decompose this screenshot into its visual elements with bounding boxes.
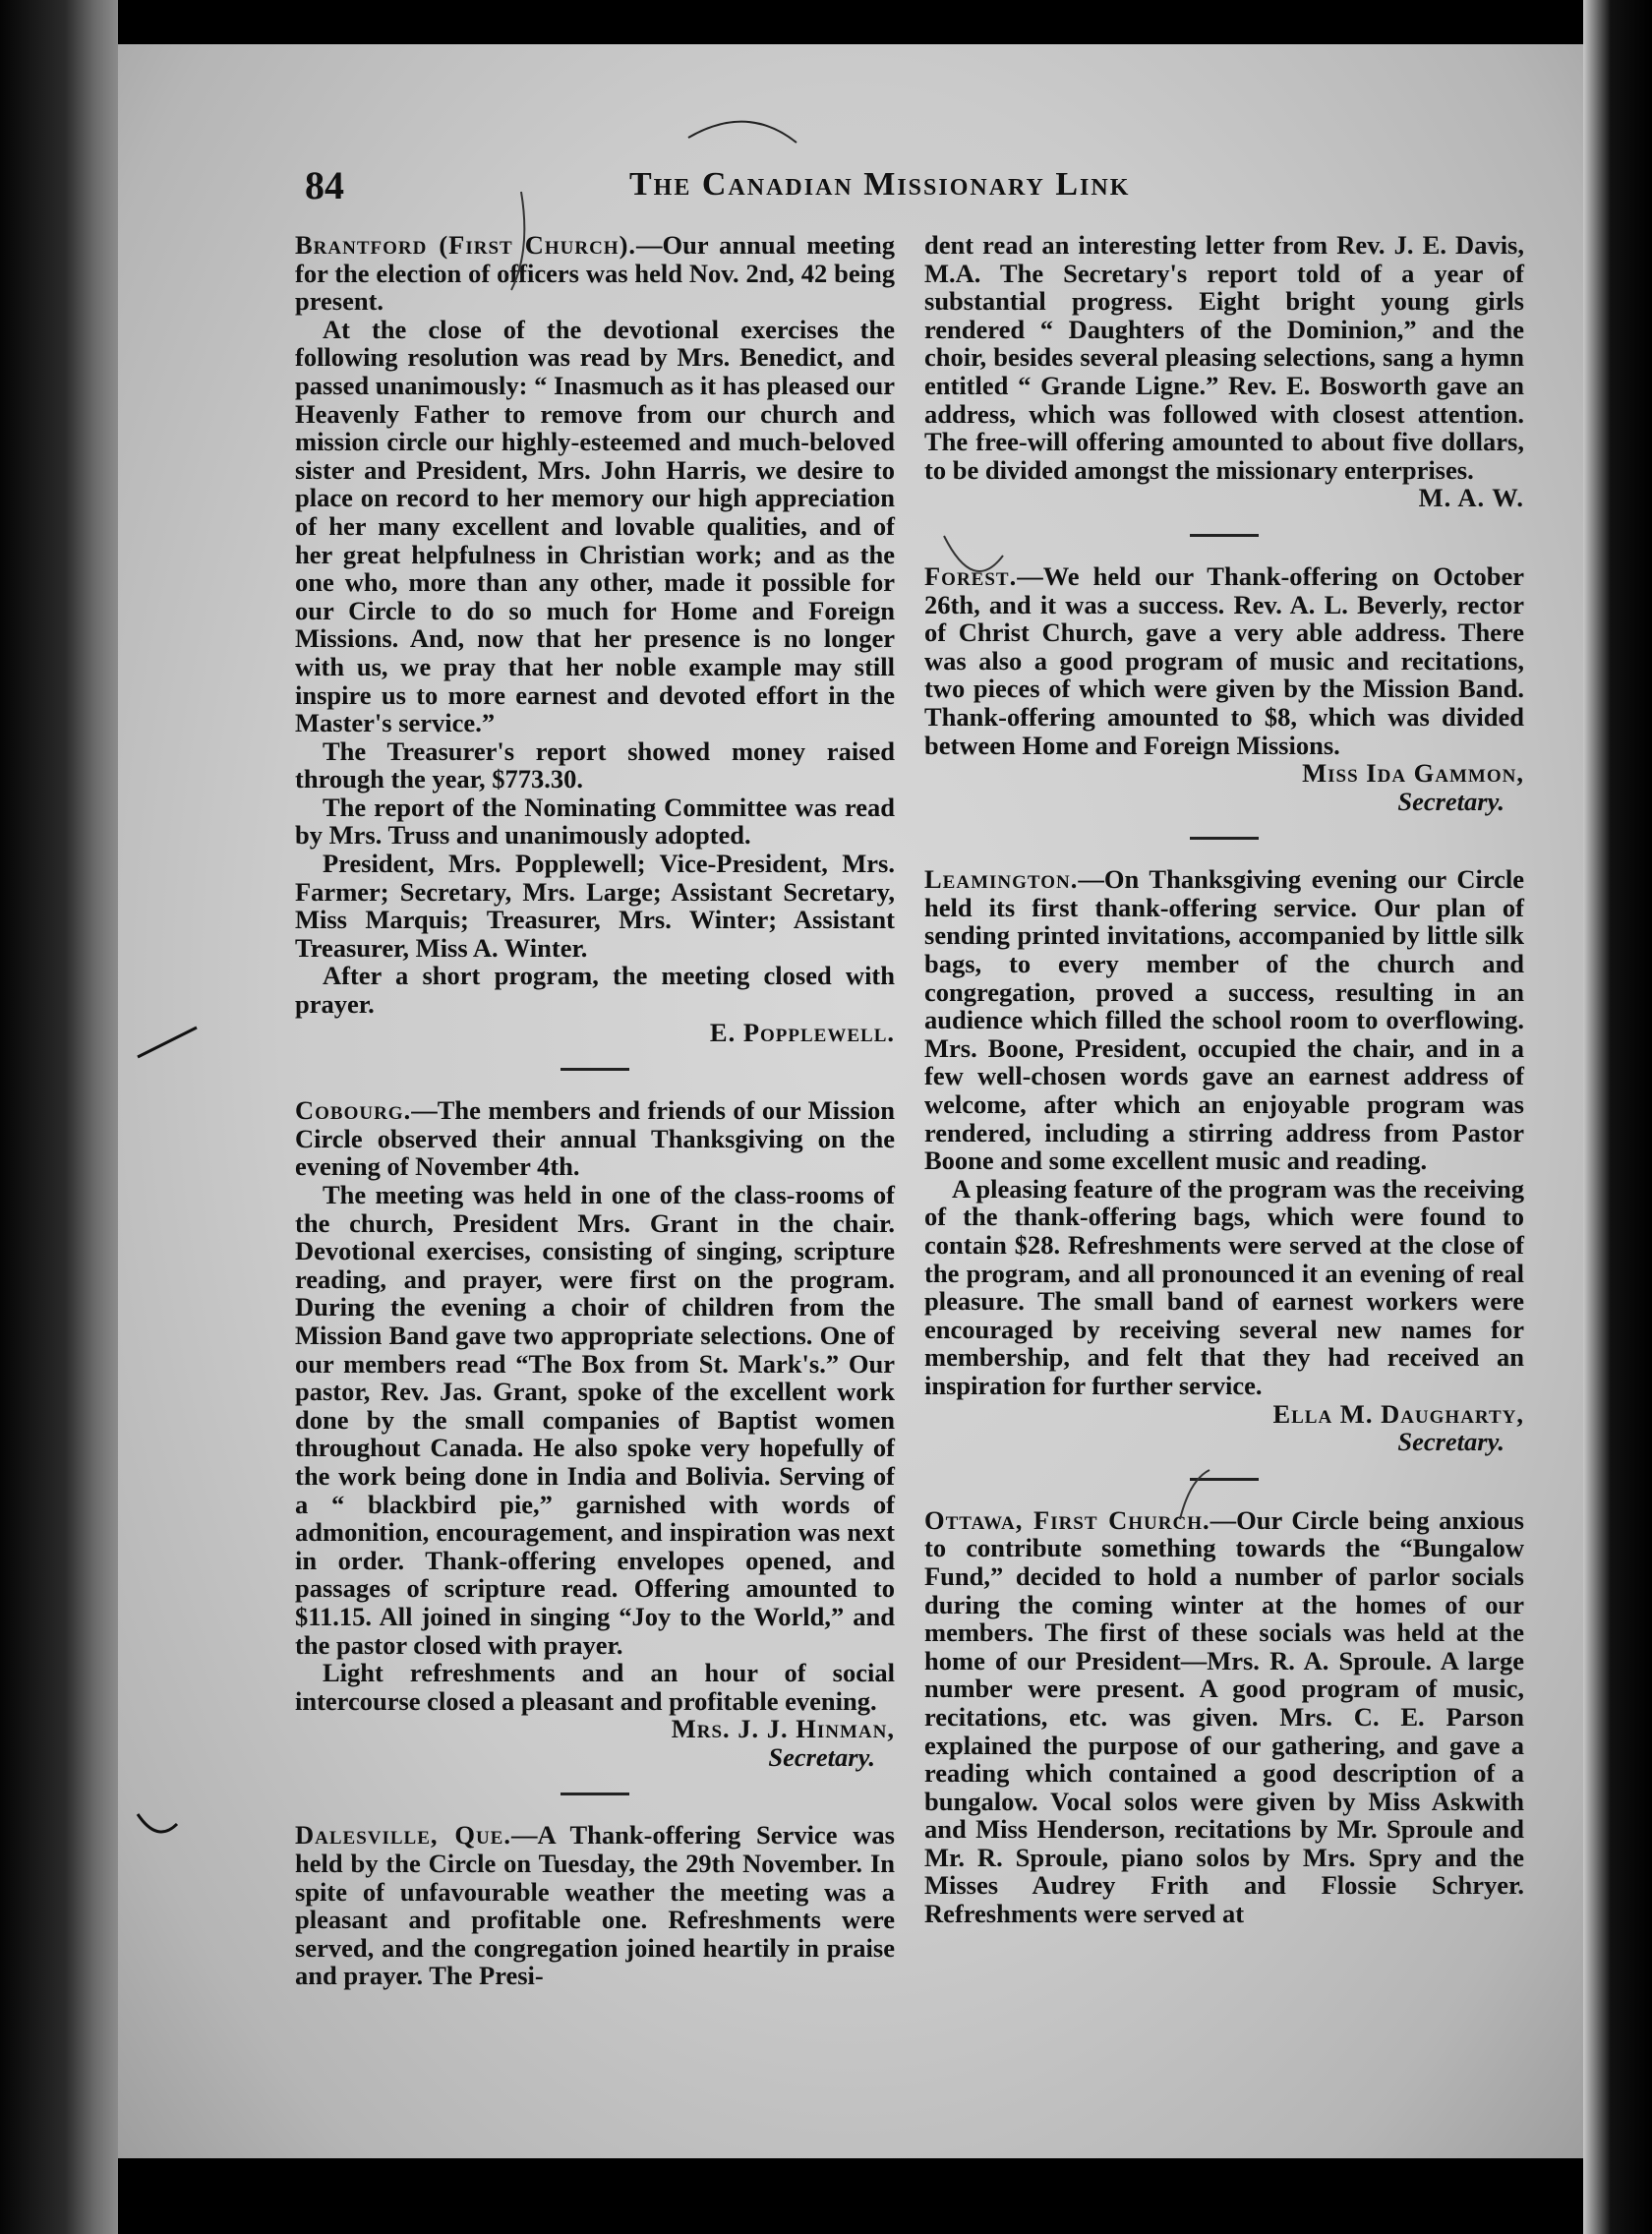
film-right-edge [1583, 0, 1652, 2234]
paragraph: President, Mrs. Popplewell; Vice-President, Mrs. Farmer; Secretary, Mrs. Large; Assistant Secretary, Miss Marquis; Treasurer, Mrs. Winter; Assistant Treasurer, Miss A. Winter. [295, 849, 895, 963]
signature: Miss Ida Gammon, [1302, 758, 1524, 789]
paragraph [295, 1821, 895, 1990]
article-dalesville [295, 1821, 895, 1990]
left-column [295, 231, 895, 1990]
signature-title: Secretary. [1397, 1427, 1504, 1457]
article-brantford [295, 231, 895, 1046]
section-divider [560, 1793, 629, 1795]
article-lead: Dalesville, Que. [295, 1820, 511, 1851]
paragraph: After a short program, the meeting closed with prayer. [295, 961, 895, 1020]
scanned-page [118, 44, 1583, 2158]
article-lead: Cobourg. [295, 1095, 412, 1126]
signature: Mrs. J. J. Hinman, [671, 1714, 895, 1744]
paragraph-text: —A Thank-offering Service was held by the Circle on Tuesday, the 29th November. In spite of unfavourable weather the meeting was a pleasant and profitable one. Refreshments were served, and the congregation joined heartily in praise and prayer. The Presi- [295, 1820, 895, 1991]
paragraph-text: —We held our Thank-offering on October 26th, and it was a success. Rev. A. L. Beverly, rector of Christ Church, gave a very able address. There was also a good program of music and recitations, two pieces of which were given by the Mission Band. Thank-offering amounted to $8, which was divided between Home and Foreign Missions. [924, 560, 1524, 760]
paragraph [295, 231, 895, 316]
paragraph: At the close of the devotional exercises the following resolution was read by Mrs. Benedict, and passed unanimously: “ Inasmuch as it has pleased our Heavenly Father to remove from our church and mission circle our highly-esteemed and much-beloved sister and President, Mrs. John Harris, we desire to place on record to her memory our high appreciation of her many excellent and lovable qualities, and of her great helpfulness in Christian work; and as the one who, more than any other, made it possible for our Circle to do so much for Home and Foreign Missions. And, now that her presence is no longer with us, we pray that her noble example may still inspire us to more earnest and devoted effort in the Master's service.” [295, 314, 895, 738]
article-cobourg [295, 1096, 895, 1771]
article-lead: Forest. [924, 560, 1018, 591]
paragraph: A pleasing feature of the program was the receiving of the thank-offering bags, which were found to contain $28. Refreshments were served at the close of the program, and all pronounced it an evening of real pleasure. The small band of earnest workers were encouraged by receiving several new names for membership, and felt that they had received an inspiration for further service. [924, 1173, 1524, 1400]
article-lead: Ottawa, First Church. [924, 1504, 1210, 1535]
section-divider [560, 1068, 629, 1071]
paragraph: Light refreshments and an hour of social intercourse closed a pleasant and profitable evening. [295, 1658, 895, 1716]
page-header [305, 162, 1524, 221]
section-divider [1190, 1478, 1259, 1481]
paragraph-text: —The members and friends of our Mission Circle observed their annual Thanksgiving on the evening of November 4th. [295, 1095, 895, 1182]
paragraph: The report of the Nominating Committee was read by Mrs. Truss and unanimously adopted. [295, 792, 895, 851]
signature: Ella M. Daugharty, [1272, 1398, 1524, 1429]
article-ottawa [924, 1506, 1524, 1928]
signature: M. A. W. [1418, 483, 1524, 513]
right-column [924, 231, 1524, 1928]
paragraph: dent read an interesting letter from Rev. J. E. Davis, M.A. The Secretary's report told of a year of substantial progress. Eight bright young girls rendered “ Daughters of the Dominion,” and the choir, besides several pleasing selections, sang a hymn entitled “ Grande Ligne.” Rev. E. Bosworth gave an address, which was followed with closest attention. The free-will offering amounted to about five dollars, to be divided amongst the missionary enterprises. [924, 230, 1524, 485]
section-divider [1190, 534, 1259, 537]
page-number: 84 [305, 163, 344, 207]
section-divider [1190, 837, 1259, 840]
paragraph: The meeting was held in one of the class-rooms of the church, President Mrs. Grant in the chair. Devotional exercises, consisting of singing, scripture reading, and prayer, were first on the program. During the evening a choir of children from the Mission Band gave two appropriate selections. One of our members read “The Box from St. Mark's.” Our pastor, Rev. Jas. Grant, spoke of the excellent work done by the small companies of Baptist women throughout Canada. He also spoke very hopefully of the work being done in India and Bolivia. Serving of a “ blackbird pie,” garnished with words of admonition, encouragement, and inspiration was next in order. Thank-offering envelopes opened, and passages of scripture read. Offering amounted to $11.15. All joined in singing “Joy to the World,” and the pastor closed with prayer. [295, 1180, 895, 1660]
running-title: The Canadian Missionary Link [629, 166, 1131, 203]
article-forest [924, 562, 1524, 815]
paragraph-text: —On Thanksgiving evening our Circle held its first thank-offering service. Our plan of sending printed invitations, accompanied by little silk bags, to every member of the church and congregation, proved a success, resulting in an audience which filled the school room to overflowing. Mrs. Boone, President, occupied the chair, and in a few well-chosen words gave an earnest address of welcome, after which an enjoyable program was rendered, including a stirring address from Pastor Boone and some excellent music and reading. [924, 864, 1524, 1176]
article-leamington [924, 865, 1524, 1455]
paragraph [295, 1096, 895, 1181]
paragraph [924, 865, 1524, 1175]
paragraph-text: —Our annual meeting for the election of officers was held Nov. 2nd, 42 being present. [295, 230, 895, 317]
signature-title: Secretary. [768, 1741, 875, 1772]
paragraph: The Treasurer's report showed money raised through the year, $773.30. [295, 735, 895, 794]
paragraph [924, 562, 1524, 759]
article-lead: Brantford (First Church). [295, 230, 637, 260]
film-left-edge [0, 0, 118, 2234]
signature-title: Secretary. [1397, 786, 1504, 816]
paragraph-text: —Our Circle being anxious to contribute something towards the “Bungalow Fund,” decided to hold a number of parlor socials during the coming winter at the homes of our members. The first of these socials was held at the home of our President—Mrs. R. A. Sproule. A large number were present. A good program of music, recitations, etc. was given. Mrs. C. E. Parson explained the purpose of our gathering, and gave a reading which contained a good description of a bungalow. Vocal solos were given by Miss Askwith and Miss Henderson, recitations by Mr. Sproule and Mr. R. Sproule, piano solos by Mrs. Spry and the Misses Audrey Frith and Flossie Schryer. Refreshments were served at [924, 1504, 1524, 1929]
signature: E. Popplewell. [709, 1017, 895, 1047]
paragraph [924, 1506, 1524, 1928]
article-dalesville-continued [924, 231, 1524, 512]
article-lead: Leamington. [924, 864, 1079, 895]
